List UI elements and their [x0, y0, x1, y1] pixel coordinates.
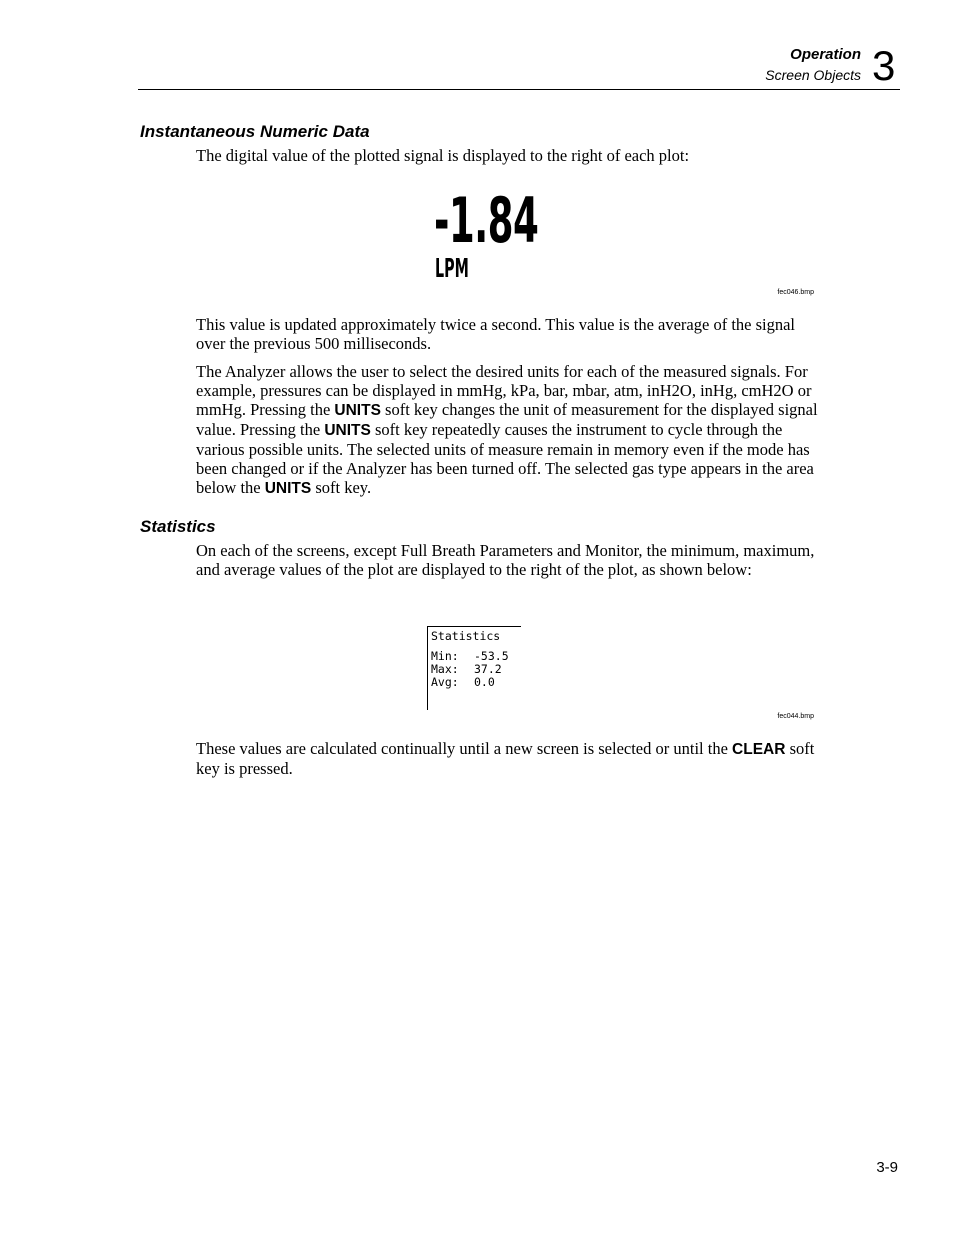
units-text-part-a: The Analyzer allows the user to select the desired units for each of the measured signals. For example, pressures can be displayed in mmHg, kPa, bar, mbar, atm, inH2O, inHg, cmH2O or mmHg. Pressing the	[196, 362, 812, 419]
numeric-display-value: -1.84	[434, 184, 539, 257]
paragraph-units	[196, 362, 818, 498]
section-heading-statistics: Statistics	[140, 517, 216, 536]
stats-avg-label: Avg:	[431, 675, 459, 689]
stats-max-value: 37.2	[474, 662, 502, 676]
numeric-display-unit: LPM	[435, 254, 469, 284]
intro-paragraph-numeric	[196, 146, 818, 165]
header-rule	[138, 89, 900, 90]
intro-text: The digital value of the plotted signal is displayed to the right of each plot:	[196, 146, 690, 165]
section-heading-instantaneous-numeric-data: Instantaneous Numeric Data	[140, 122, 370, 141]
statistics-panel-title: Statistics	[431, 629, 501, 643]
update-rate-text: This value is updated approximately twice a second. This value is the average of the signal over the previous 500 milliseconds.	[196, 315, 796, 353]
units-key-label-2: UNITS	[324, 422, 371, 439]
running-header-chapter-title: Operation	[790, 46, 861, 63]
figure-caption-fec044: fec044.bmp	[777, 713, 814, 720]
stats-avg-value: 0.0	[474, 675, 495, 689]
clear-text	[196, 739, 818, 778]
clear-text-part-a: These values are calculated continually until a new screen is selected or until the	[196, 739, 733, 758]
running-header-section-title: Screen Objects	[765, 67, 861, 83]
clear-key-label: CLEAR	[732, 741, 786, 758]
statistics-intro-text: On each of the screens, except Full Breath Parameters and Monitor, the minimum, maximum, and average values of the plot are displayed to the right of the plot, as shown below:	[196, 541, 815, 579]
paragraph-update-rate	[196, 315, 818, 353]
stats-max-label: Max:	[431, 662, 459, 676]
units-key-label-3: UNITS	[264, 480, 312, 497]
stats-min-label: Min:	[431, 649, 459, 663]
running-header-chapter-number: 3	[872, 42, 896, 89]
statistics-panel	[427, 626, 521, 710]
stats-row-avg	[431, 676, 495, 689]
paragraph-statistics-intro	[196, 541, 818, 579]
units-text-part-c: soft key repeatedly causes the instrument to cycle through the various possible units. The selected units of measure remain in memory even if the mode has been changed or if the Analyzer has been turned off. The selected gas type appears in the area below the	[196, 420, 814, 497]
figure-caption-fec046: fec046.bmp	[777, 289, 814, 296]
paragraph-clear	[196, 739, 818, 778]
units-key-label-1: UNITS	[334, 402, 381, 419]
units-text-part-b: soft key changes the unit of measurement for the displayed signal value. Pressing the	[196, 400, 818, 439]
page-number: 3-9	[876, 1159, 898, 1176]
clear-text-part-b: soft key is pressed.	[196, 739, 815, 778]
units-text	[196, 362, 818, 498]
units-text-part-d: soft key.	[311, 478, 372, 497]
stats-min-value: -53.5	[474, 649, 509, 663]
